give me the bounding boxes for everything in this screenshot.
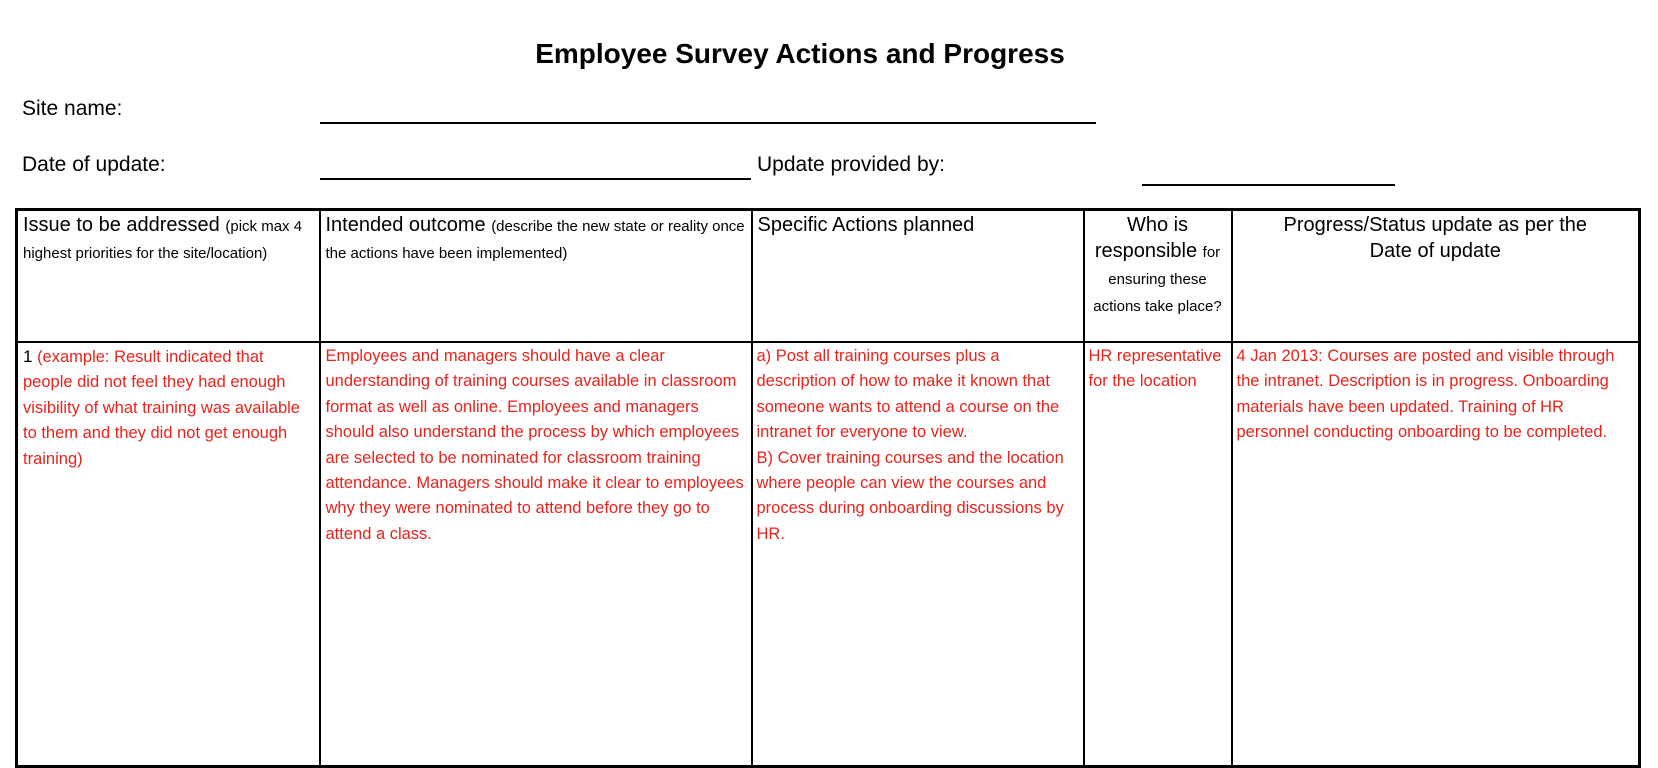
issue-number: 1 bbox=[23, 347, 33, 366]
column-header-actions-main: Specific Actions planned bbox=[757, 214, 975, 236]
actions-table bbox=[15, 208, 1641, 768]
column-header-outcome bbox=[320, 210, 752, 343]
page-title: Employee Survey Actions and Progress bbox=[535, 38, 1065, 69]
table-row bbox=[17, 342, 1640, 767]
update-provided-by-field[interactable] bbox=[1142, 184, 1395, 186]
cell-issue[interactable] bbox=[17, 342, 320, 767]
column-header-outcome-main: Intended outcome bbox=[325, 214, 486, 236]
issue-example-text: (example: Result indicated that people did not feel they had enough visibility of what training was available to them and they did not get enough training) bbox=[23, 348, 300, 468]
date-of-update-label: Date of update: bbox=[22, 153, 166, 176]
column-header-progress bbox=[1232, 210, 1640, 343]
date-of-update-field[interactable] bbox=[320, 178, 751, 180]
cell-intended-outcome[interactable]: Employees and managers should have a clear understanding of training courses available in classroom format as well as online. Employees and managers should also understand the process by which employees are selected to be nominated for classroom training attendance. Managers should make it clear to employees why they were nominated to attend before they go to attend a class. bbox=[320, 342, 752, 767]
column-header-issue-note: (pick max 4 highest priorities for the site/location) bbox=[23, 218, 303, 262]
update-provided-by-label: Update provided by: bbox=[757, 153, 945, 176]
column-header-responsible-note: for ensuring these actions take place? bbox=[1093, 244, 1222, 315]
cell-specific-actions[interactable] bbox=[752, 342, 1084, 767]
column-header-issue bbox=[17, 210, 320, 343]
table-header-row bbox=[17, 210, 1640, 343]
cell-responsible[interactable]: HR representative for the location bbox=[1084, 342, 1232, 767]
column-header-issue-main: Issue to be addressed bbox=[23, 214, 220, 236]
column-header-progress-main: Progress/Status update as per the bbox=[1283, 214, 1587, 236]
column-header-actions bbox=[752, 210, 1084, 343]
cell-progress-status[interactable]: 4 Jan 2013: Courses are posted and visible through the intranet. Description is in progress. Onboarding materials have been updated. Training of HR personnel conducting onboarding to be completed. bbox=[1232, 342, 1640, 767]
site-name-field[interactable] bbox=[320, 122, 1096, 124]
action-item-a: a) Post all training courses plus a description of how to make it known that someone wants to attend a course on the intranet for everyone to view. bbox=[756, 347, 1060, 442]
column-header-progress-sub: Date of update bbox=[1369, 240, 1501, 262]
column-header-responsible-main: Who is responsible bbox=[1094, 214, 1198, 262]
action-item-b: B) Cover training courses and the location where people can view the courses and process during onboarding discussions by HR. bbox=[756, 448, 1064, 543]
column-header-outcome-note: (describe the new state or reality once the actions have been implemented) bbox=[325, 218, 745, 262]
site-name-label: Site name: bbox=[22, 97, 123, 120]
column-header-responsible bbox=[1084, 210, 1232, 343]
